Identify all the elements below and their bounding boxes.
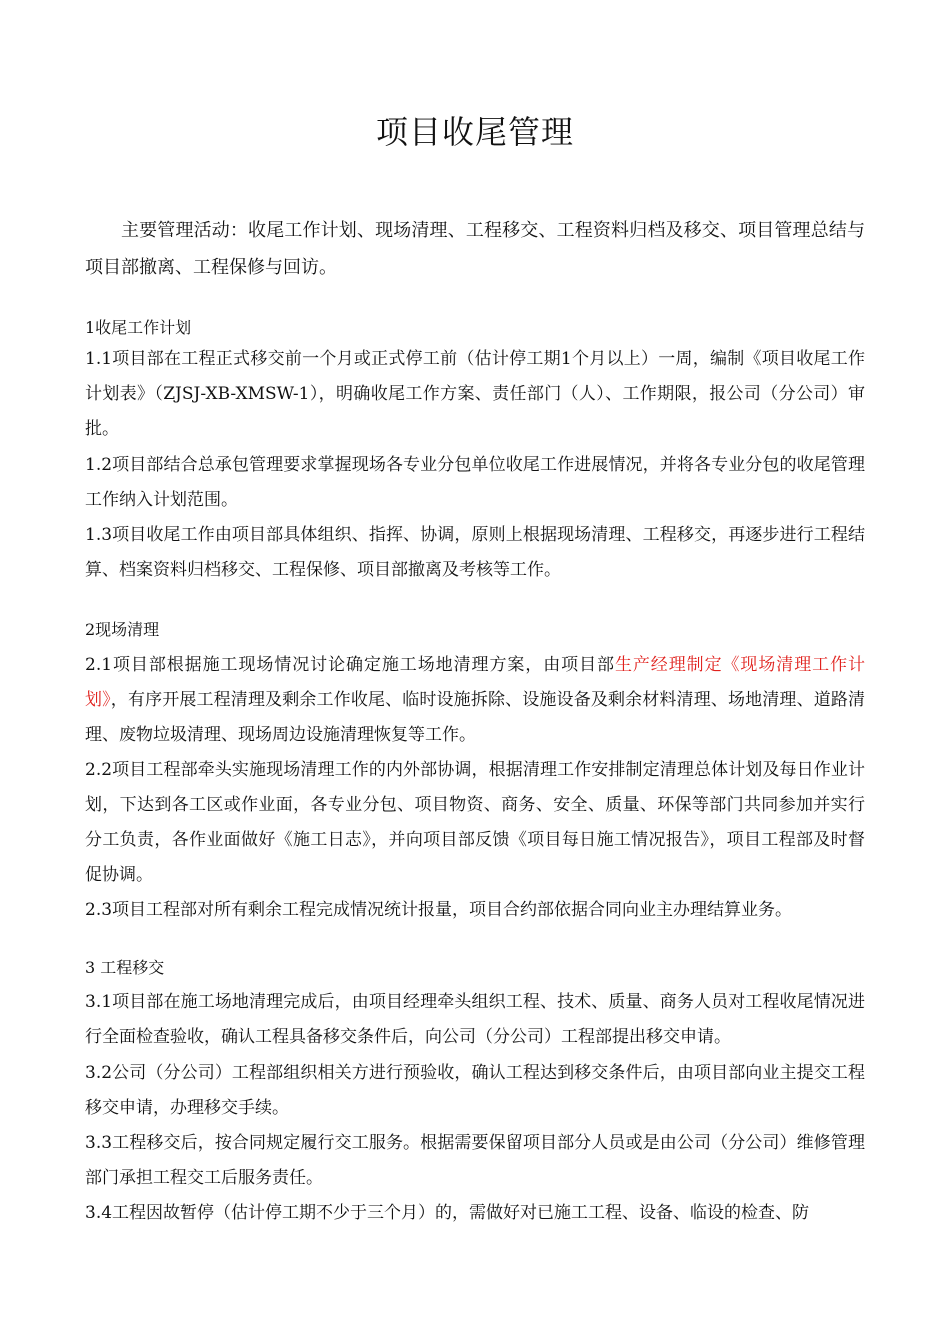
- paragraph-1-3: 1.3项目收尾工作由项目部具体组织、指挥、协调，原则上根据现场清理、工程移交，再逐步进行工程结算、档案资料归档移交、工程保修、项目部撤离及考核等工作。: [85, 525, 865, 580]
- paragraph-1-2: 1.2项目部结合总承包管理要求掌握现场各专业分包单位收尾工作进展情况，并将各专业分包的收尾管理工作纳入计划范围。: [85, 455, 865, 510]
- paragraph-1-1: 1.1项目部在工程正式移交前一个月或正式停工前（估计停工期1个月以上）一周，编制《项目收尾工作计划表》（ZJSJ-XB-XMSW-1），明确收尾工作方案、责任部门（人）、工作期限，报公司（分公司）审批。: [85, 349, 865, 439]
- paragraph-3-2: 3.2公司（分公司）工程部组织相关方进行预验收，确认工程达到移交条件后，由项目部向业主提交工程移交申请，办理移交手续。: [85, 1063, 865, 1118]
- paragraph-3-1: 3.1项目部在施工场地清理完成后，由项目经理牵头组织工程、技术、质量、商务人员对工程收尾情况进行全面检查验收，确认工程具备移交条件后，向公司（分公司）工程部提出移交申请。: [85, 992, 865, 1047]
- paragraph-2-1-start: 2.1项目部根据施工现场情况讨论确定施工场地清理方案，由项目部: [85, 655, 615, 675]
- paragraph-3-4: 3.4工程因故暂停（估计停工期不少于三个月）的，需做好对已施工工程、设备、临设的检查、防: [85, 1203, 810, 1223]
- section-heading-3: 3 工程移交: [85, 958, 165, 977]
- section-heading-2: 2现场清理: [85, 620, 160, 639]
- paragraph-3-3: 3.3工程移交后，按合同规定履行交工服务。根据需要保留项目部分人员或是由公司（分公司）维修管理部门承担工程交工后服务责任。: [85, 1133, 865, 1188]
- section-heading-1: 1收尾工作计划: [85, 318, 192, 337]
- paragraph-2-3: 2.3项目工程部对所有剩余工程完成情况统计报量，项目合约部依据合同向业主办理结算业务。: [85, 900, 793, 920]
- paragraph-2-2: 2.2项目工程部牵头实施现场清理工作的内外部协调，根据清理工作安排制定清理总体计划及每日作业计划，下达到各工区或作业面，各专业分包、项目物资、商务、安全、质量、环保等部门共同参加并实行分工负责，各作业面做好《施工日志》，并向项目部反馈《项目每日施工情况报告》，项目工程部及时督促协调。: [85, 760, 865, 885]
- intro-paragraph: 主要管理活动：收尾工作计划、现场清理、工程移交、工程资料归档及移交、项目管理总结与项目部撤离、工程保修与回访。: [85, 220, 865, 278]
- paragraph-2-1: [85, 648, 865, 753]
- paragraph-2-1-end: ，有序开展工程清理及剩余工作收尾、临时设施拆除、设施设备及剩余材料清理、场地清理、道路清理、废物垃圾清理、现场周边设施清理恢复等工作。: [85, 690, 866, 745]
- page-title: 项目收尾管理: [375, 113, 574, 151]
- highlighted-red-text: 生产经理制定《现场清理工作计划》: [85, 655, 865, 710]
